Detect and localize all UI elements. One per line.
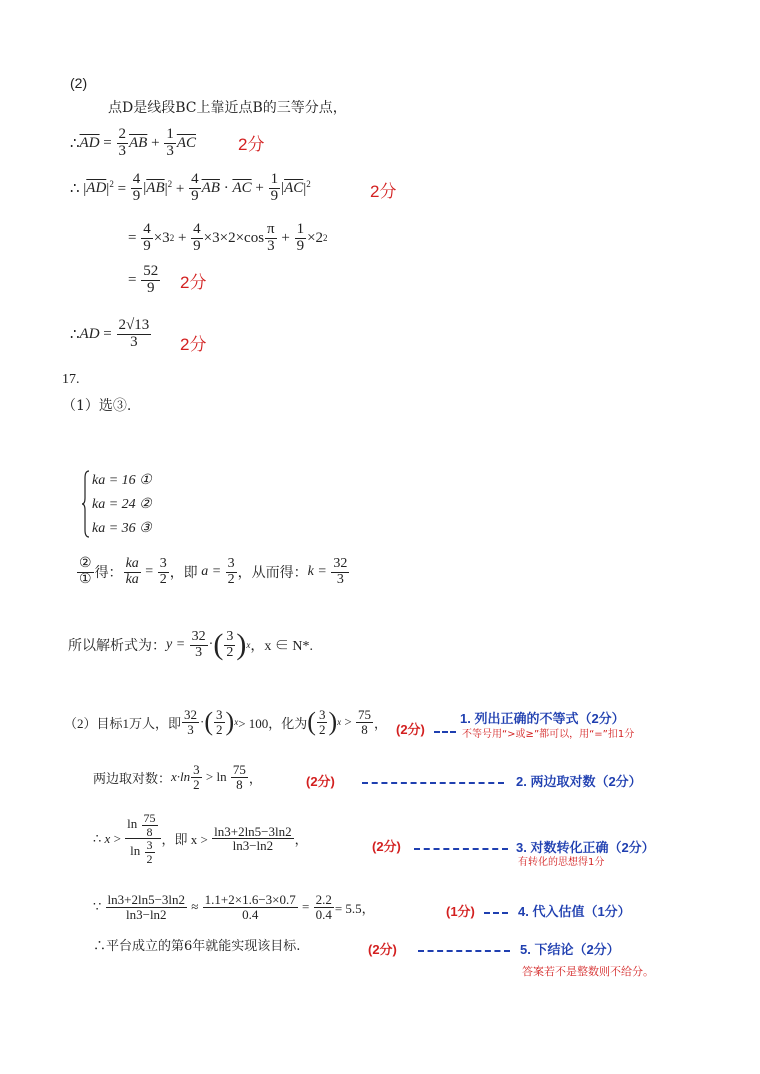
step-5: 5. 下结论（2分） <box>520 942 620 957</box>
score-eq1: 2分 <box>238 135 265 154</box>
score-p2-4: (1分) <box>446 904 475 919</box>
dash-5 <box>418 950 510 952</box>
score-p2-5: (2分) <box>368 942 397 957</box>
step-2: 2. 两边取对数（2分） <box>516 774 642 789</box>
step-3: 3. 对数转化正确（2分） <box>516 840 655 855</box>
p2-line5: ∴平台成立的第6年就能实现该目标. <box>93 939 301 954</box>
part2-label: (2) <box>70 75 88 91</box>
score-p2-3: (2分) <box>372 839 401 854</box>
p2-line3: ∴ x > ln $\frac{75}{8}$ ln $\frac{3}{2}$ ，即 x > $\frac{\ln 3+2\ln 5-3\ln 2}{\ln 3-\ln 2}$ ， <box>93 811 308 866</box>
p2-line2: 两边取对数： x·ln $\frac{3}{2}$ > ln $\frac{75}{8}$ ， <box>93 762 262 792</box>
score-p2-2: (2分) <box>306 774 335 789</box>
score-eq2: 2分 <box>370 182 397 201</box>
system-eq-3: ka = 36 ③ <box>92 521 152 536</box>
q17-part1: （1）选③. <box>62 398 132 414</box>
system-brace <box>82 470 90 538</box>
system-eq-2: ka = 24 ② <box>92 497 152 512</box>
dash-2 <box>362 782 504 784</box>
equation-3: = $\frac{4}{9}$ ×3 2 + $\frac{4}{9}$ ×3×2×cos $\frac{\pi}{3}$ + $\frac{1}{9}$ ×2 2 <box>128 221 328 254</box>
step-3-note: 有转化的思想得1分 <box>518 857 605 868</box>
score-eq4: 2分 <box>180 273 207 292</box>
system-eq-1: ka = 16 ① <box>92 473 152 488</box>
equation-1: ∴ $\overline{AD}$ = $\frac{2}{3}$ $\overline{AB}$ + $\frac{1}{3}$ $\overline{AC}$ <box>70 126 196 159</box>
ratio-line: $\frac{\text{②}}{\text{①}}$ 得： $\frac{ka}{ka}$ = $\frac{3}{2}$ ，即 a = $\frac{3}{2}$ ，从而得： k = $\frac{32}{3}$ <box>79 556 348 587</box>
dash-1 <box>434 731 456 733</box>
equation-5: ∴ AD = $\frac{2√13}{3}$ <box>70 317 150 350</box>
intro-line: 点D是线段BC上靠近点B的三等分点， <box>108 100 347 116</box>
dash-4 <box>484 912 508 914</box>
p2-line4: ∵ $\frac{\ln 3+2\ln 5-3\ln 2}{\ln 3-\ln 2}$ ≈ $\frac{1.1+2\times 1.6-3\times 0.7}{0.4}$ = $\frac{2.2}{0.4}$ = 5.5， <box>93 892 375 922</box>
step-4: 4. 代入估值（1分） <box>518 904 631 919</box>
equation-4: = $\frac{52}{9}$ <box>128 263 159 296</box>
p2-line1: （2）目标1万人，即 $\frac{32}{3}$ · ( $\frac{3}{2}$ ) x > 100，化为 ( $\frac{3}{2}$ ) x > $\frac{75}{8}$ ， <box>64 706 387 737</box>
equation-2: ∴ | $\overline{AD}$ $|^2$ = $\frac{4}{9}$ | $\overline{AB}$ $|^2$ + $\frac{4}{9}$ $\overline{AB}$ · $\overline{AC}$ + $\frac{1}{9}$ | $\overline{AC}$ $|^2$ <box>70 171 311 204</box>
formula-line: 所以解析式为： y = $\frac{32}{3}$ · ( $\frac{3}{2}$ ) x ，x ∈ N*. <box>68 628 313 661</box>
question-17-label: 17. <box>62 372 80 387</box>
step-5-note: 答案若不是整数则不给分。 <box>522 965 654 978</box>
step-1: 1. 列出正确的不等式（2分） <box>460 711 625 726</box>
score-p2-1: (2分) <box>396 722 425 737</box>
dash-3 <box>414 848 508 850</box>
step-1-note: 不等号用“>或≥”都可以，用“=”扣1分 <box>462 729 635 740</box>
score-eq5: 2分 <box>180 335 207 354</box>
